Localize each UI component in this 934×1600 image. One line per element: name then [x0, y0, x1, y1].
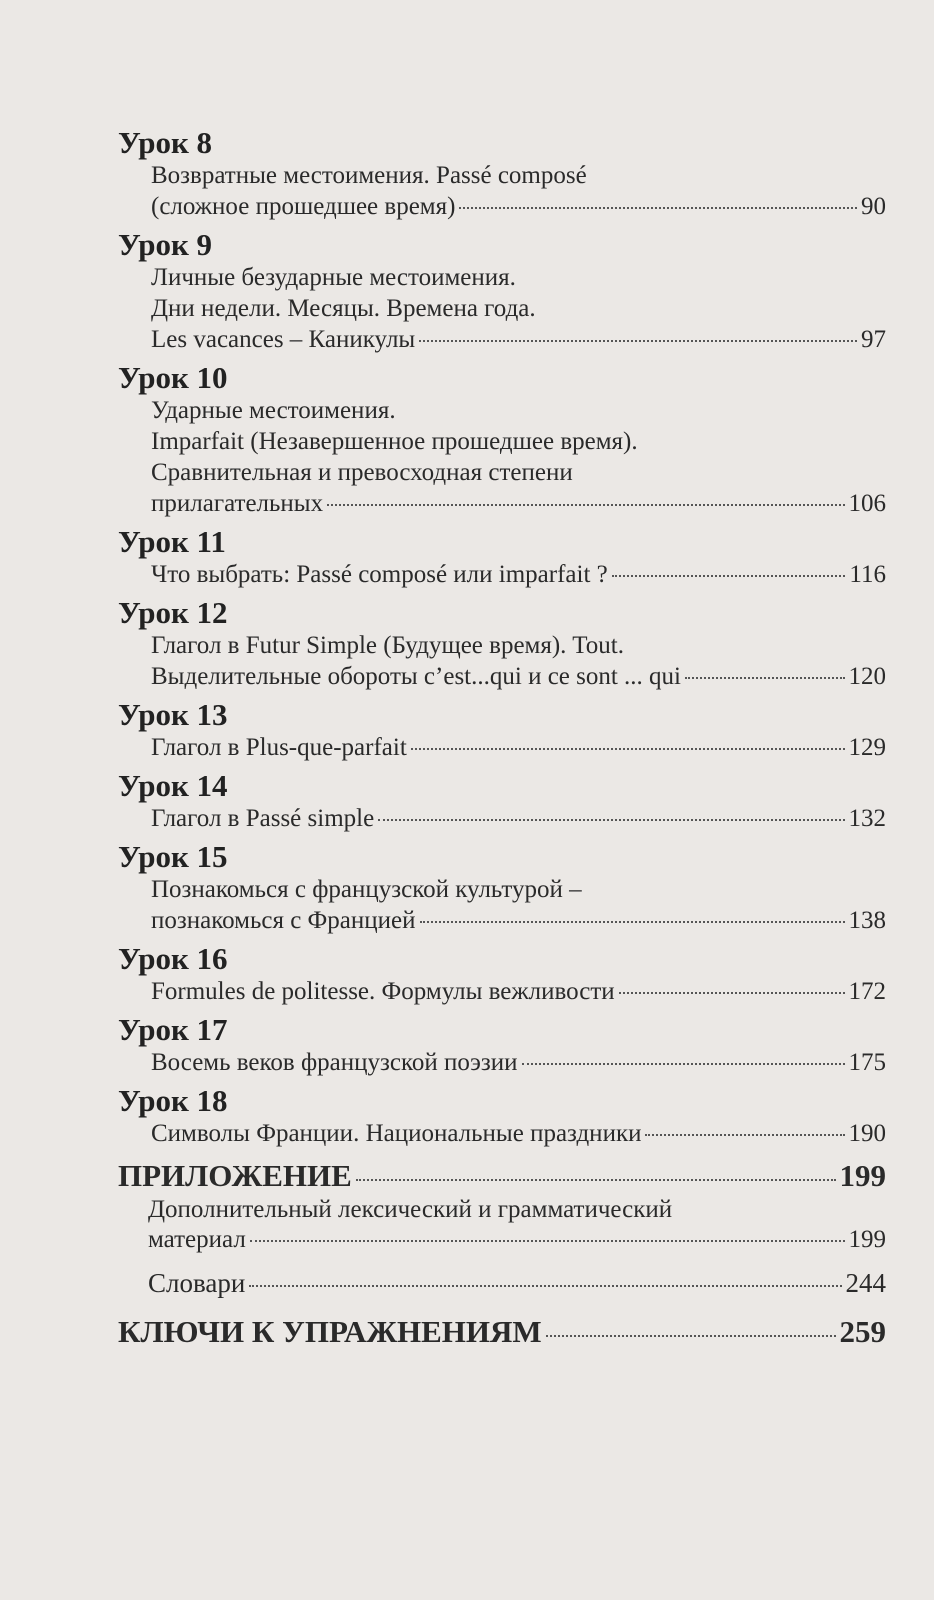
appendix-sub-last: материал	[148, 1226, 246, 1253]
leader-dots	[419, 340, 857, 342]
lesson-last-line: Глагол в Plus-que-parfait	[151, 734, 407, 761]
lesson-block	[118, 698, 886, 763]
leader-dots	[250, 1240, 845, 1242]
lesson-entry	[118, 559, 886, 590]
lesson-title: Урок 17	[118, 1012, 228, 1047]
lesson-line: Личные безударные местоимения.	[151, 264, 516, 291]
lesson-leader-line	[151, 1118, 886, 1149]
lesson-block	[118, 126, 886, 222]
lesson-block	[118, 769, 886, 834]
lesson-last-line: Les vacances – Каникулы	[151, 326, 416, 353]
lesson-last-line: познакомься с Францией	[151, 907, 416, 934]
lesson-entry	[118, 1047, 886, 1078]
lesson-leader-line	[151, 661, 886, 692]
lesson-title: Урок 18	[118, 1083, 228, 1118]
leader-dots	[249, 1285, 841, 1287]
lesson-page-number: 116	[849, 561, 886, 588]
lesson-page-number: 132	[848, 805, 886, 832]
appendix-section	[118, 1157, 886, 1303]
leader-dots	[612, 575, 846, 577]
lesson-block	[118, 1013, 886, 1078]
lesson-leader-line	[151, 976, 886, 1007]
lesson-leader-line	[151, 559, 886, 590]
lesson-leader-line	[151, 324, 886, 355]
leader-dots	[522, 1063, 845, 1065]
lesson-entry	[118, 262, 886, 355]
lesson-block	[118, 1084, 886, 1149]
lesson-last-line: (сложное прошедшее время)	[151, 193, 456, 220]
lesson-entry	[118, 1118, 886, 1149]
lesson-last-line: Formules de politesse. Формулы вежливости	[151, 978, 615, 1005]
lesson-page-number: 172	[848, 978, 886, 1005]
lesson-last-line: прилагательных	[151, 490, 324, 517]
lesson-block	[118, 228, 886, 355]
leader-dots	[685, 677, 844, 679]
lesson-block	[118, 942, 886, 1007]
lesson-line: Глагол в Futur Simple (Будущее время). Tout.	[151, 632, 624, 659]
lesson-leader-line	[151, 191, 886, 222]
appendix-sub-page: 199	[848, 1226, 886, 1253]
lesson-line: Ударные местоимения.	[151, 397, 396, 424]
lesson-page-number: 138	[848, 907, 886, 934]
appendix-sub-line: Дополнительный лексический и грамматический	[148, 1196, 673, 1223]
lesson-title: Урок 10	[118, 360, 228, 395]
lesson-title: Урок 13	[118, 697, 228, 732]
lesson-page-number: 175	[848, 1049, 886, 1076]
lesson-line: Возвратные местоимения. Passé composé	[151, 162, 587, 189]
appendix-page: 199	[839, 1158, 886, 1193]
leader-dots	[378, 819, 844, 821]
lesson-entry	[118, 803, 886, 834]
lesson-last-line: Что выбрать: Passé composé или imparfait ?	[151, 561, 608, 588]
lesson-page-number: 120	[848, 663, 886, 690]
lesson-line: Познакомься с французской культурой –	[151, 876, 582, 903]
lesson-page-number: 129	[848, 734, 886, 761]
lesson-entry	[118, 630, 886, 692]
appendix-title: ПРИЛОЖЕНИЕ	[118, 1158, 352, 1193]
lesson-block	[118, 525, 886, 590]
lesson-last-line: Выделительные обороты c’est...qui и ce sont ... qui	[151, 663, 682, 690]
lesson-title: Урок 14	[118, 768, 228, 803]
leader-dots	[356, 1179, 836, 1181]
lesson-leader-line	[151, 732, 886, 763]
lesson-page-number: 97	[861, 326, 886, 353]
lesson-leader-line	[151, 488, 886, 519]
leader-dots	[619, 992, 845, 994]
lesson-page-number: 90	[861, 193, 886, 220]
lesson-leader-line	[151, 803, 886, 834]
leader-dots	[420, 921, 845, 923]
lesson-line: Дни недели. Месяцы. Времена года.	[151, 295, 536, 322]
lesson-title: Урок 15	[118, 839, 228, 874]
lesson-last-line: Восемь веков французской поэзии	[151, 1049, 518, 1076]
leader-dots	[459, 207, 857, 209]
lesson-title: Урок 11	[118, 524, 226, 559]
lesson-title: Урок 8	[118, 125, 213, 160]
lesson-entry	[118, 976, 886, 1007]
keys-title: КЛЮЧИ К УПРАЖНЕНИЯМ	[118, 1314, 542, 1349]
leader-dots	[327, 504, 844, 506]
lesson-line: Imparfait (Незавершенное прошедшее время).	[151, 428, 638, 455]
lesson-page-number: 190	[848, 1120, 886, 1147]
lesson-list	[118, 126, 886, 1149]
lesson-block	[118, 840, 886, 936]
keys-page: 259	[839, 1314, 886, 1349]
lesson-title: Урок 16	[118, 941, 228, 976]
leader-dots	[645, 1134, 844, 1136]
lesson-entry	[118, 874, 886, 936]
lesson-block	[118, 361, 886, 519]
lesson-entry	[118, 732, 886, 763]
lesson-entry	[118, 395, 886, 519]
appendix-entry	[118, 1157, 886, 1195]
lesson-leader-line	[151, 905, 886, 936]
lesson-leader-line	[151, 1047, 886, 1078]
lesson-line: Сравнительная и превосходная степени	[151, 459, 573, 486]
lesson-last-line: Глагол в Passé simple	[151, 805, 375, 832]
lesson-entry	[118, 160, 886, 222]
dictionary-entry	[118, 1263, 886, 1303]
lesson-title: Урок 9	[118, 227, 213, 262]
keys-entry	[118, 1313, 886, 1351]
dictionary-page: 244	[845, 1268, 886, 1298]
leader-dots	[546, 1335, 836, 1337]
lesson-page-number: 106	[848, 490, 886, 517]
lesson-last-line: Символы Франции. Национальные праздники	[151, 1120, 642, 1147]
dictionary-title: Словари	[148, 1268, 246, 1298]
appendix-sub-entry	[118, 1195, 886, 1255]
lesson-title: Урок 12	[118, 595, 228, 630]
lesson-block	[118, 596, 886, 692]
leader-dots	[411, 748, 845, 750]
